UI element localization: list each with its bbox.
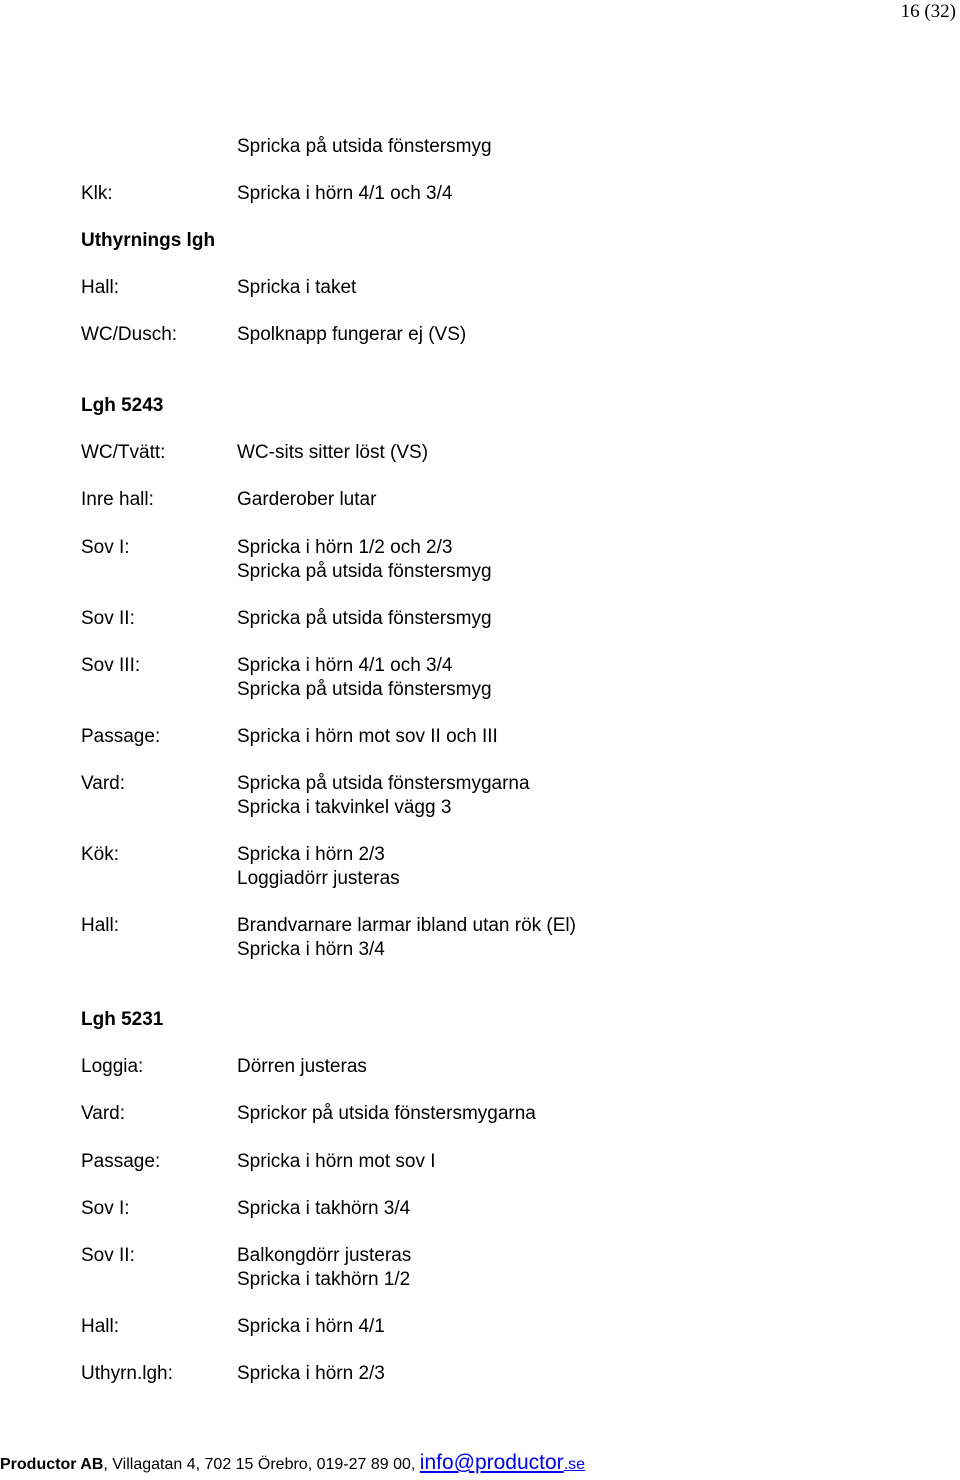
entry-value: Spricka i taket [237,277,357,298]
entry-value: Spricka i hörn mot sov II och III [237,726,498,747]
room-label: Vard: [81,1103,126,1124]
room-label: Vard: [81,773,126,794]
room-label: Uthyrn.lgh: [81,1363,173,1384]
entry-value: Dörren justeras [237,1056,367,1077]
footer-company: Productor AB [0,1456,104,1473]
entry-value: Spricka på utsida fönstersmygarna [237,773,530,794]
entry-value: Spricka i hörn 4/1 och 3/4 [237,183,453,204]
room-label: Sov II: [81,1245,135,1266]
room-label: Inre hall: [81,489,154,510]
room-label: Hall: [81,1316,120,1337]
entry-value: Spricka på utsida fönstersmyg [237,608,492,629]
room-label: Kök: [81,844,120,865]
room-label: Passage: [81,726,161,747]
section-heading: Uthyrnings lgh [81,230,216,251]
entry-value: Sprickor på utsida fönstersmygarna [237,1103,536,1124]
entry-value: WC-sits sitter löst (VS) [237,442,429,463]
page-number: 16 (32) [900,1,956,22]
entry-value: Spricka i takhörn 3/4 [237,1198,411,1219]
entry-value: Spricka i takhörn 1/2 [237,1269,411,1290]
section-heading: Lgh 5231 [81,1009,164,1030]
entry-value: Spricka i hörn 3/4 [237,939,385,960]
entry-value: Spricka i hörn mot sov I [237,1151,436,1172]
entry-value: Garderober lutar [237,489,377,510]
room-label: Loggia: [81,1056,144,1077]
room-label: Sov III: [81,655,141,676]
entry-value: Loggiadörr justeras [237,868,400,889]
entry-value: Spricka på utsida fönstersmyg [237,136,492,157]
entry-value: Balkongdörr justeras [237,1245,412,1266]
room-label: Passage: [81,1151,161,1172]
entry-value: Spricka på utsida fönstersmyg [237,561,492,582]
entry-value: Brandvarnare larmar ibland utan rök (El) [237,915,576,936]
entry-value: Spolknapp fungerar ej (VS) [237,324,467,345]
entry-value: Spricka i hörn 2/3 [237,844,385,865]
entry-value: Spricka på utsida fönstersmyg [237,679,492,700]
section-heading: Lgh 5243 [81,395,164,416]
room-label: Sov I: [81,537,130,558]
entry-value: Spricka i takvinkel vägg 3 [237,797,452,818]
room-label: Hall: [81,277,120,298]
entry-value: Spricka i hörn 2/3 [237,1363,385,1384]
page-footer [0,1451,960,1477]
entry-value: Spricka i hörn 1/2 och 2/3 [237,537,453,558]
footer-address: , Villagatan 4, 702 15 Örebro, 019-27 89 00, [103,1456,420,1473]
footer-email-link[interactable]: info@productor [419,1451,564,1474]
entry-value: Spricka i hörn 4/1 och 3/4 [237,655,453,676]
room-label: Hall: [81,915,120,936]
room-label: Sov II: [81,608,135,629]
room-label: Klk: [81,183,113,204]
room-label: WC/Tvätt: [81,442,166,463]
footer-email-domain[interactable]: .se [563,1456,586,1473]
room-label: Sov I: [81,1198,130,1219]
room-label: WC/Dusch: [81,324,178,345]
entry-value: Spricka i hörn 4/1 [237,1316,385,1337]
